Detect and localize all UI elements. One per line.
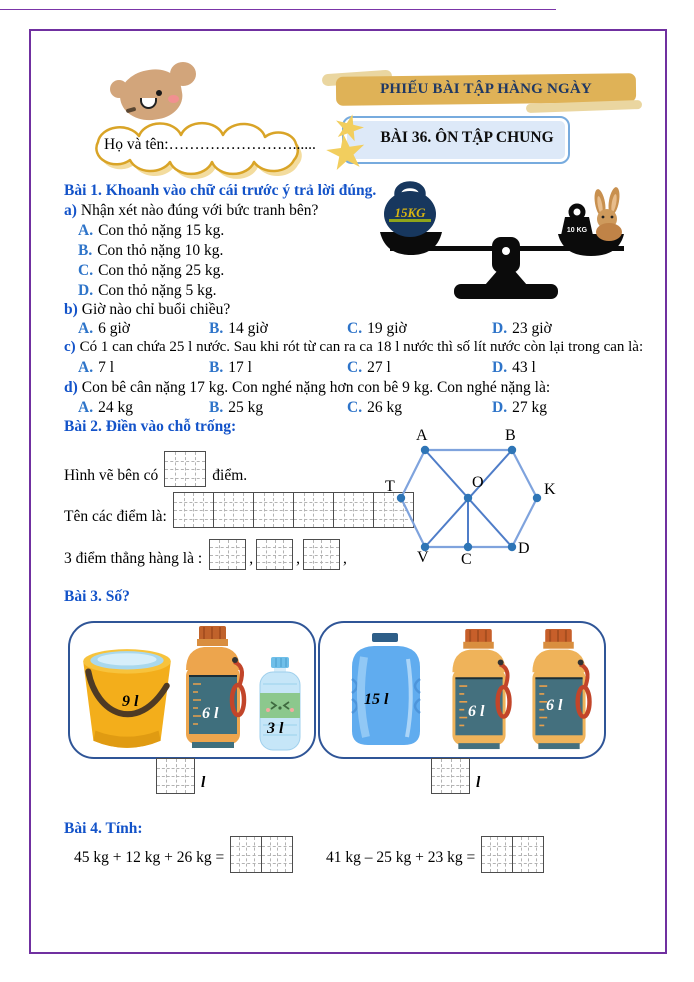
- option[interactable]: D. 43 l: [492, 359, 536, 376]
- point-label-V: V: [417, 549, 429, 566]
- bai1-a-option-A[interactable]: A. Con thỏ nặng 15 kg.: [78, 222, 225, 239]
- answer-box[interactable]: [156, 758, 195, 794]
- answer-box[interactable]: [209, 539, 246, 570]
- liter-unit: l: [201, 774, 206, 791]
- option[interactable]: B. 25 kg: [209, 399, 264, 416]
- bai1-b-question: b) Giờ nào chỉ buổi chiều?: [64, 301, 231, 318]
- bai3-title: Bài 3. Số?: [64, 588, 130, 605]
- bai1-d-question: d) Con bê cân nặng 17 kg. Con nghé nặng hơn con bê 9 kg. Con nghé nặng là:: [64, 379, 551, 396]
- point-label-C: C: [461, 551, 472, 568]
- kettlebell-15kg: [384, 185, 436, 237]
- bai1-a-question: a) Nhận xét nào đúng với bức tranh bên?: [64, 202, 319, 219]
- bai1-c-question: c) Có 1 can chứa 25 l nước. Sau khi rót từ can ra ca 18 l nước thì số lít nước còn lại trong can là:: [64, 339, 644, 355]
- bai3-picture-box-2: [318, 621, 606, 759]
- student-name-box[interactable]: [84, 110, 316, 180]
- right-weight-label: 10 KG: [566, 227, 588, 234]
- bai1-c-options: [78, 359, 536, 377]
- option[interactable]: B. 17 l: [209, 359, 252, 376]
- bai2-line3: 3 điểm thẳng hàng là : , , ,: [64, 539, 347, 570]
- point-label-T: T: [385, 478, 395, 495]
- liter-unit: l: [476, 774, 481, 791]
- bai1-d-options: [78, 399, 547, 417]
- option[interactable]: D. 23 giờ: [492, 320, 552, 337]
- answer-box[interactable]: [303, 539, 340, 570]
- option[interactable]: C. 26 kg: [347, 399, 402, 416]
- point-label-O: O: [472, 474, 484, 491]
- bai1-a-option-C[interactable]: C. Con thỏ nặng 25 kg.: [78, 262, 225, 279]
- bai3-answer-2: [431, 758, 480, 794]
- bottle-capacity-label: 6 l: [202, 705, 219, 722]
- bai1-b-options: [78, 320, 552, 338]
- name-field-label[interactable]: Họ và tên:……………………......: [104, 136, 316, 153]
- small-bottle-capacity-label: 3 l: [267, 720, 284, 737]
- option[interactable]: B. 14 giờ: [209, 320, 268, 337]
- weight-10kg: [560, 206, 594, 240]
- scale-pivot: [502, 247, 510, 255]
- point-label-B: B: [505, 427, 516, 444]
- point-label-K: K: [544, 481, 556, 498]
- bai3-answer-1: [156, 758, 205, 794]
- equation-text: 41 kg – 25 kg + 23 kg =: [326, 849, 476, 866]
- answer-box[interactable]: [256, 539, 293, 570]
- bai2-title: Bài 2. Điền vào chỗ trống:: [64, 418, 237, 435]
- bai4-equation-1: [74, 836, 293, 873]
- sport-bottle-icon: [176, 625, 250, 753]
- hexagon-figure: [384, 416, 616, 570]
- point-label-A: A: [416, 427, 428, 444]
- bucket-capacity-label: 9 l: [122, 693, 139, 710]
- answer-box[interactable]: [230, 836, 293, 873]
- balance-scale-illustration: [362, 180, 640, 304]
- bai2-line2: Tên các điểm là:: [64, 492, 414, 528]
- left-weight-label: 15KG: [394, 205, 426, 220]
- point-label-D: D: [518, 540, 530, 557]
- jug-capacity-label: 15 l: [364, 691, 389, 708]
- answer-box[interactable]: [173, 492, 414, 528]
- lesson-title: BÀI 36. ÔN TẬP CHUNG: [380, 129, 554, 146]
- bai1-a-option-D[interactable]: D. Con thỏ nặng 5 kg.: [78, 282, 217, 299]
- bai2-line1: Hình vẽ bên có điểm.: [64, 451, 247, 487]
- bai4-equation-2: [326, 836, 544, 873]
- bai1-title: Bài 1. Khoanh vào chữ cái trước ý trả lời đúng.: [64, 182, 377, 199]
- option[interactable]: A. 6 giờ: [78, 320, 130, 337]
- banner-title: PHIẾU BÀI TẬP HÀNG NGÀY: [380, 81, 592, 97]
- bai4-title: Bài 4. Tính:: [64, 820, 143, 837]
- equation-text: 45 kg + 12 kg + 26 kg =: [74, 849, 225, 866]
- lesson-title-box: [342, 116, 570, 164]
- option[interactable]: C. 27 l: [347, 359, 391, 376]
- option[interactable]: A. 24 kg: [78, 399, 133, 416]
- option[interactable]: D. 27 kg: [492, 399, 547, 416]
- bottle-capacity-label: 6 l: [546, 697, 563, 714]
- answer-box[interactable]: [431, 758, 470, 794]
- page-top-rule: [0, 9, 556, 10]
- option[interactable]: C. 19 giờ: [347, 320, 407, 337]
- rabbit-icon: [593, 186, 622, 241]
- banner-daily-worksheet: [328, 68, 644, 112]
- bai3-picture-box-1: [68, 621, 316, 759]
- sport-bottle-icon: [522, 629, 596, 753]
- sport-bottle-icon: [442, 629, 516, 753]
- bai1-a-option-B[interactable]: B. Con thỏ nặng 10 kg.: [78, 242, 224, 259]
- answer-box[interactable]: [164, 451, 206, 487]
- answer-box[interactable]: [481, 836, 544, 873]
- bottle-capacity-label: 6 l: [468, 703, 485, 720]
- option[interactable]: A. 7 l: [78, 359, 115, 376]
- water-bottle-icon: [252, 657, 308, 753]
